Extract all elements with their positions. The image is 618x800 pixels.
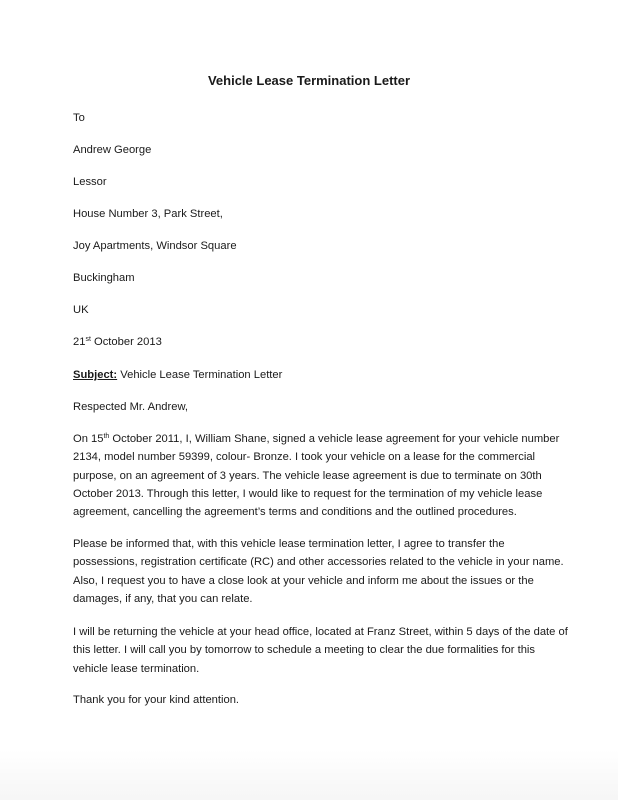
- paragraph-1-line: purpose, on an agreement of 3 years. The vehicle lease agreement is due to terminate on 30th: [73, 469, 542, 482]
- paragraph-3-line: this letter. I will call you by tomorrow to schedule a meeting to clear the due formalities for this: [73, 644, 536, 657]
- recipient-to: To: [73, 112, 85, 124]
- paragraph-2-line: possessions, registration certificate (RC) and other accessories related to the vehicle in your name.: [73, 556, 564, 569]
- recipient-name: Andrew George: [73, 144, 152, 156]
- paragraph-3-line: I will be returning the vehicle at your head office, located at Franz Street, within 5 days of the date of: [73, 626, 568, 638]
- bottom-watermark-band: [0, 750, 618, 800]
- paragraph-2-line: Please be informed that, with this vehicle lease termination letter, I agree to transfer the: [73, 538, 505, 550]
- date-rest: October 2013: [90, 336, 162, 348]
- paragraph-2-line: Also, I request you to have a close look at your vehicle and inform me about the issues or the: [73, 574, 534, 587]
- paragraph-2: [73, 535, 564, 608]
- paragraph-1-line: [73, 430, 560, 448]
- date-suffix: st: [85, 336, 91, 343]
- subject-line: [73, 368, 282, 382]
- recipient-city: Buckingham: [73, 272, 135, 284]
- closing-line: Thank you for your kind attention.: [73, 694, 240, 706]
- paragraph-2-line: damages, if any, that you can relate.: [73, 592, 253, 605]
- paragraph-1: [73, 430, 560, 521]
- recipient-country: UK: [73, 304, 89, 316]
- letter-title: Vehicle Lease Termination Letter: [207, 73, 411, 88]
- recipient-role: Lessor: [73, 176, 107, 188]
- recipient-address-line-1: House Number 3, Park Street,: [73, 208, 223, 220]
- recipient-address-line-2: Joy Apartments, Windsor Square: [73, 240, 237, 252]
- ordinal-suffix: th: [103, 433, 110, 440]
- letter-date: [73, 335, 162, 349]
- paragraph-1-line: October 2013. Through this letter, I would like to request for the termination of my vehicle lease: [73, 487, 543, 500]
- paragraph-1-line: agreement, cancelling the agreement’s terms and conditions and the outlined procedures.: [73, 506, 517, 519]
- paragraph-1-text: On 15: [73, 433, 104, 445]
- date-day: 21: [73, 336, 86, 348]
- salutation: Respected Mr. Andrew,: [73, 401, 189, 413]
- paragraph-3-line: vehicle lease termination.: [73, 662, 200, 675]
- subject-text: Vehicle Lease Termination Letter: [117, 369, 283, 381]
- paragraph-3: [73, 623, 568, 678]
- subject-label: Subject:: [73, 369, 118, 381]
- paragraph-1-text: October 2011, I, William Shane, signed a vehicle lease agreement for your vehicle number: [109, 433, 560, 445]
- paragraph-1-line: 2134, model number 59399, colour- Bronze. I took your vehicle on a lease for the commercial: [73, 451, 536, 464]
